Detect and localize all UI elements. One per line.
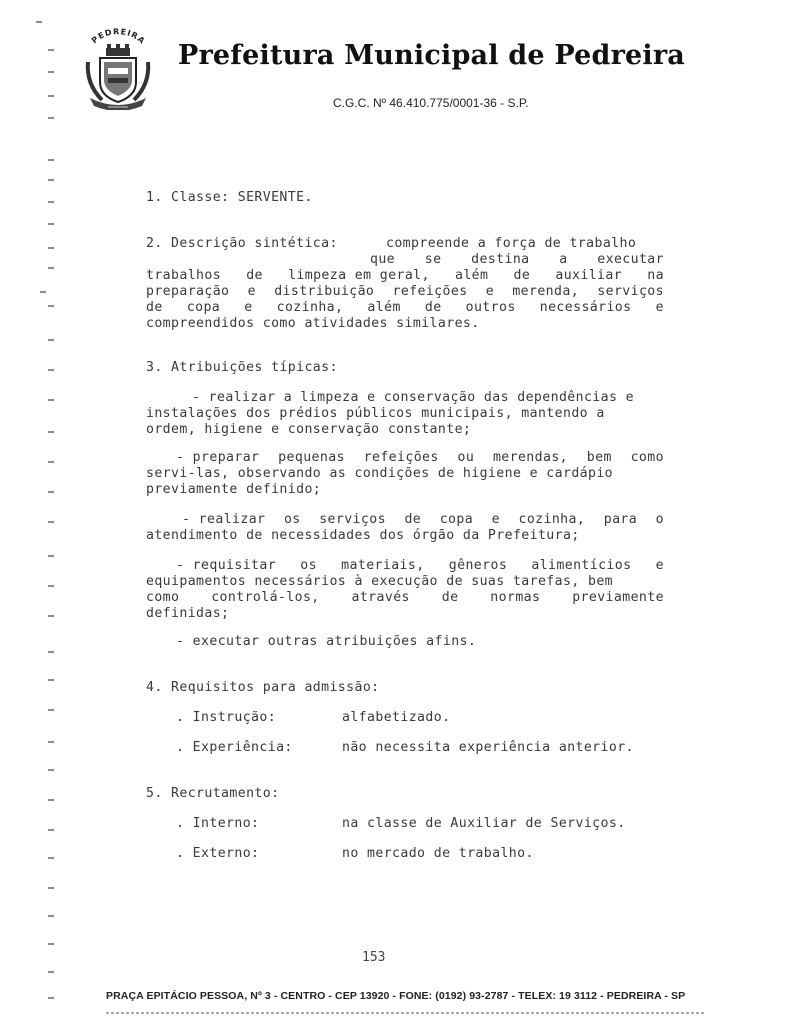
section2-heading: 2. Descrição sintética: [146, 236, 338, 251]
section3-item1-line2: instalações dos prédios públicos municipais, mantendo a [146, 406, 605, 421]
word: outros [465, 300, 516, 315]
word: de [246, 268, 263, 283]
word: pequenas [278, 450, 345, 465]
section3-item4-line1 [176, 558, 664, 574]
margin-scan-marks [0, 0, 70, 1028]
word: e [491, 512, 500, 527]
word: que [370, 252, 396, 267]
word: merendas, [492, 450, 568, 465]
word: na [647, 268, 664, 283]
word: executar [597, 252, 664, 267]
word: de [404, 512, 422, 527]
section5-row-label: . Interno: [176, 816, 260, 831]
word: o [655, 512, 664, 527]
word: merenda, [512, 284, 580, 299]
word: controlá-los, [211, 590, 320, 605]
header-cgc-number: C.G.C. Nº 46.410.775/0001-36 - S.P. [333, 96, 529, 110]
section3-item1-line3: ordem, higiene e conservação constante; [146, 422, 472, 437]
word: de [513, 268, 531, 283]
section3-item1-line1: - realizar a limpeza e conservação das dependências e [192, 390, 634, 405]
word: e [485, 284, 495, 299]
word: além [455, 268, 489, 283]
word: e [244, 300, 253, 315]
section3-item5: - executar outras atribuições afins. [176, 634, 477, 649]
footer-address: PRAÇA EPITÁCIO PESSOA, Nº 3 - CENTRO - CEP 13920 - FONE: (0192) 93-2787 - TELEX: 19 3112 - PEDREIRA - SP [106, 990, 686, 1002]
word: distribuição [274, 284, 375, 299]
municipal-crest-logo [82, 26, 154, 110]
word: bem [586, 450, 612, 465]
section2-line6: compreendidos como atividades similares. [146, 316, 480, 331]
section2-line2 [370, 252, 664, 268]
section3-item2-line3: previamente definido; [146, 482, 322, 497]
section5-row-label: . Externo: [176, 846, 260, 861]
section3-heading: 3. Atribuições típicas: [146, 360, 338, 375]
word: e [655, 558, 664, 573]
word: e [247, 284, 256, 299]
word: alimentícios [531, 558, 632, 573]
section2-line1-tail: compreende a força de trabalho [386, 236, 637, 251]
section4-row-label: . Instrução: [176, 710, 277, 725]
word: normas [490, 590, 541, 605]
section4-heading: 4. Requisitos para admissão: [146, 680, 380, 695]
page-number: 153 [362, 950, 386, 965]
section3-item3-line2: atendimento de necessidades dos órgão da Prefeitura; [146, 528, 580, 543]
section2-line5 [146, 300, 664, 316]
word: de [146, 300, 163, 315]
word: de [424, 300, 442, 315]
section5-heading: 5. Recrutamento: [146, 786, 280, 801]
word: cozinha, [518, 512, 586, 527]
section3-item2-line2: servi-las, observando as condições de higiene e cardápio [146, 466, 614, 481]
word: cozinha, [276, 300, 344, 315]
word: como [146, 590, 180, 605]
section5-row-value: no mercado de trabalho. [342, 846, 534, 861]
section4-row-value: não necessita experiência anterior. [342, 740, 634, 755]
word: necessários [539, 300, 632, 315]
word: preparação [146, 284, 230, 299]
section3-item2-line1 [176, 450, 664, 466]
word: copa [439, 512, 474, 527]
section3-item4-line3 [146, 590, 664, 606]
section2-line4 [146, 284, 664, 300]
word: a [559, 252, 568, 267]
word: se [424, 252, 442, 267]
word: auxiliar [555, 268, 623, 283]
word: gêneros [448, 558, 508, 573]
word: limpeza em geral, [288, 268, 430, 283]
word: refeições [392, 284, 468, 299]
word: através [351, 590, 410, 605]
word: e [655, 300, 664, 315]
section3-item4-line2: equipamentos necessários à execução de suas tarefas, bem [146, 574, 614, 589]
word: como [630, 450, 664, 465]
word: - preparar [176, 450, 260, 465]
word: destina [471, 252, 530, 267]
word: refeições [363, 450, 439, 465]
word: de [441, 590, 459, 605]
section4-row-label: . Experiência: [176, 740, 293, 755]
section3-item3-line1 [182, 512, 664, 528]
section3-item4-line4: definidas; [146, 606, 230, 621]
word: previamente [572, 590, 664, 605]
section4-row-value: alfabetizado. [342, 710, 451, 725]
word: ou [457, 450, 475, 465]
svg-text:PEDREIRA: PEDREIRA [89, 27, 148, 47]
word: para [603, 512, 638, 527]
section1-heading: 1. Classe: SERVENTE. [146, 190, 313, 205]
word: além [367, 300, 401, 315]
word: os [283, 512, 301, 527]
word: copa [186, 300, 221, 315]
footer-rule [106, 1012, 706, 1014]
word: os [300, 558, 317, 573]
section5-row-value: na classe de Auxiliar de Serviços. [342, 816, 626, 831]
word: serviços [319, 512, 386, 527]
header-title: Prefeitura Municipal de Pedreira [178, 40, 685, 71]
section2-line3 [146, 268, 664, 284]
word: - requisitar [176, 558, 277, 573]
word: serviços [597, 284, 664, 299]
word: materiais, [341, 558, 425, 573]
word: trabalhos [146, 268, 222, 283]
word: - realizar [182, 512, 266, 527]
